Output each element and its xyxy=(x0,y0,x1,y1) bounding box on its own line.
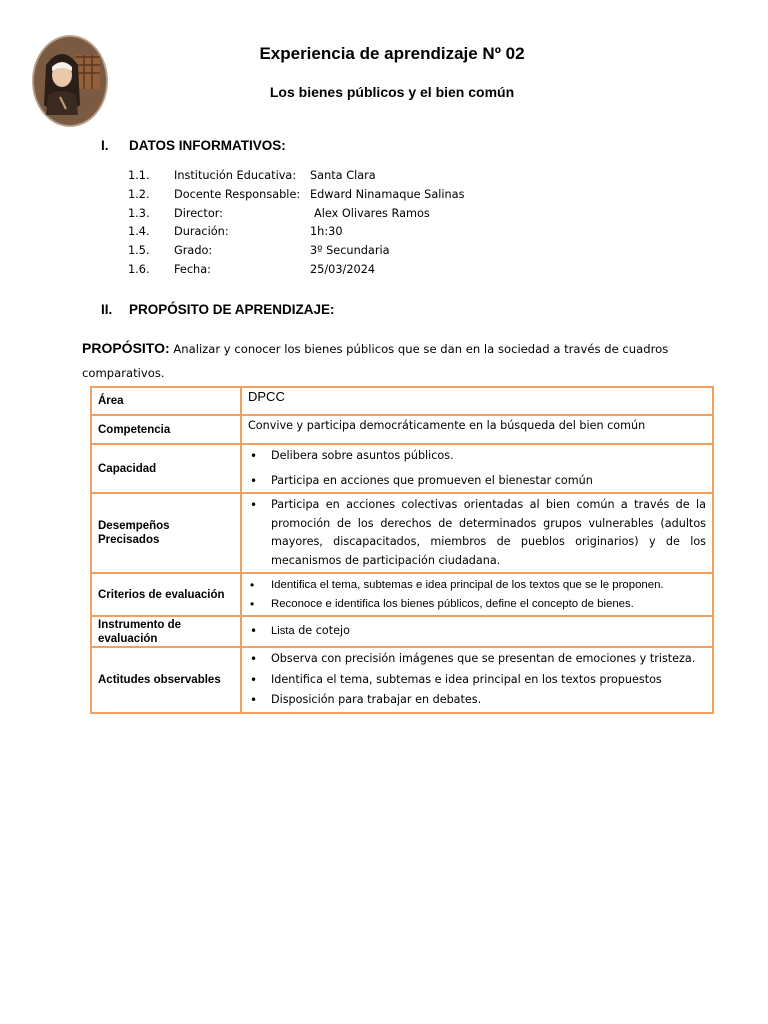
proposito-text: Analizar y conocer los bienes públicos que se dan en la sociedad a través de cuadros comparativos. xyxy=(82,342,669,380)
area-value: DPCC xyxy=(241,387,713,415)
row-header: Criterios de evaluación xyxy=(91,573,241,616)
table-row-actitudes xyxy=(91,647,713,713)
list-item: • Observa con precisión imágenes que se presentan de emociones y tristeza. xyxy=(248,650,706,669)
info-label: Duración: xyxy=(174,225,229,239)
table-row-area xyxy=(91,387,713,415)
list-item: • Reconoce e identifica los bienes públicos, define el concepto de bienes. xyxy=(248,595,706,614)
criterios-list xyxy=(248,576,706,613)
info-row-fecha xyxy=(128,263,465,282)
info-row-grado xyxy=(128,244,465,263)
proposito-label: PROPÓSITO: xyxy=(82,340,170,356)
table-row-criterios xyxy=(91,573,713,616)
table-row-capacidad xyxy=(91,444,713,493)
actitudes-list xyxy=(248,650,706,710)
info-row-institucion xyxy=(128,169,465,188)
list-item: • Identifica el tema, subtemas e idea principal de los textos que se le proponen. xyxy=(248,576,706,595)
info-value: Santa Clara xyxy=(310,169,376,182)
info-label: Grado: xyxy=(174,244,213,258)
info-number: 1.2. xyxy=(128,187,150,201)
criterios-list-cell xyxy=(241,573,713,616)
info-value: Alex Olivares Ramos xyxy=(314,206,430,220)
row-header: Desempeños Precisados xyxy=(91,493,241,573)
info-value: 3º Secundaria xyxy=(310,244,390,258)
info-label: Director: xyxy=(174,206,223,220)
row-header: Actitudes observables xyxy=(91,647,241,713)
row-header: Instrumento de evaluación xyxy=(91,616,241,647)
info-number: 1.6. xyxy=(128,262,150,276)
table-row-instrumento xyxy=(91,616,713,647)
info-number: 1.4. xyxy=(128,225,150,239)
list-item xyxy=(248,622,706,641)
instrumento-list xyxy=(248,622,706,641)
section-number: II. xyxy=(101,302,113,317)
info-label: Fecha: xyxy=(174,262,211,276)
info-number: 1.3. xyxy=(128,206,150,220)
info-row-docente xyxy=(128,188,465,207)
section-label: DATOS INFORMATIVOS: xyxy=(129,138,286,153)
info-label: Docente Responsable: xyxy=(174,187,301,201)
section-heading-datos xyxy=(101,138,286,153)
section-number: I. xyxy=(101,138,109,153)
instrumento-prefix: Lista xyxy=(271,625,295,638)
info-value: 1h:30 xyxy=(310,225,343,239)
row-header: Capacidad xyxy=(91,444,241,493)
section-heading-proposito xyxy=(101,302,335,317)
desempenos-list-cell xyxy=(241,493,713,573)
instrumento-suffix: de cotejo xyxy=(298,624,350,638)
document-subtitle: Los bienes públicos y el bien común xyxy=(269,84,515,100)
list-item: • Participa en acciones colectivas orientadas al bien común a través de la promoción de los derechos de determinados grupos vulnerables (adultos mayores, discapacitados, miembros de pueblos originarios) y de los mecanismos de participación ciudadana. xyxy=(248,496,706,570)
list-item: • Identifica el tema, subtemas e idea principal en los textos propuestos xyxy=(248,671,706,690)
capacidad-list xyxy=(248,447,706,490)
row-header: Área xyxy=(91,387,241,415)
info-label: Institución Educativa: xyxy=(174,169,297,182)
info-number: 1.5. xyxy=(128,244,150,258)
info-value: Edward Ninamaque Salinas xyxy=(310,187,465,201)
datos-informativos-list xyxy=(128,169,465,282)
info-value: 25/03/2024 xyxy=(310,262,376,276)
proposito-paragraph xyxy=(82,336,682,385)
list-item: • Disposición para trabajar en debates. xyxy=(248,691,706,710)
learning-table xyxy=(90,386,714,714)
document-title: Experiencia de aprendizaje Nº 02 xyxy=(259,44,525,63)
competencia-value: Convive y participa democráticamente en la búsqueda del bien común xyxy=(241,415,713,444)
list-item: • Participa en acciones que promueven el bienestar común xyxy=(248,472,706,491)
instrumento-list-cell xyxy=(241,616,713,647)
desempenos-list xyxy=(248,496,706,570)
table-row-desempenos xyxy=(91,493,713,573)
table-row-competencia xyxy=(91,415,713,444)
list-item: • Delibera sobre asuntos públicos. xyxy=(248,447,706,466)
actitudes-list-cell xyxy=(241,647,713,713)
row-header: Competencia xyxy=(91,415,241,444)
info-row-director xyxy=(128,207,465,226)
section-label: PROPÓSITO DE APRENDIZAJE: xyxy=(129,302,335,317)
info-number: 1.1. xyxy=(128,169,150,182)
info-row-duracion xyxy=(128,225,465,244)
capacidad-list-cell xyxy=(241,444,713,493)
